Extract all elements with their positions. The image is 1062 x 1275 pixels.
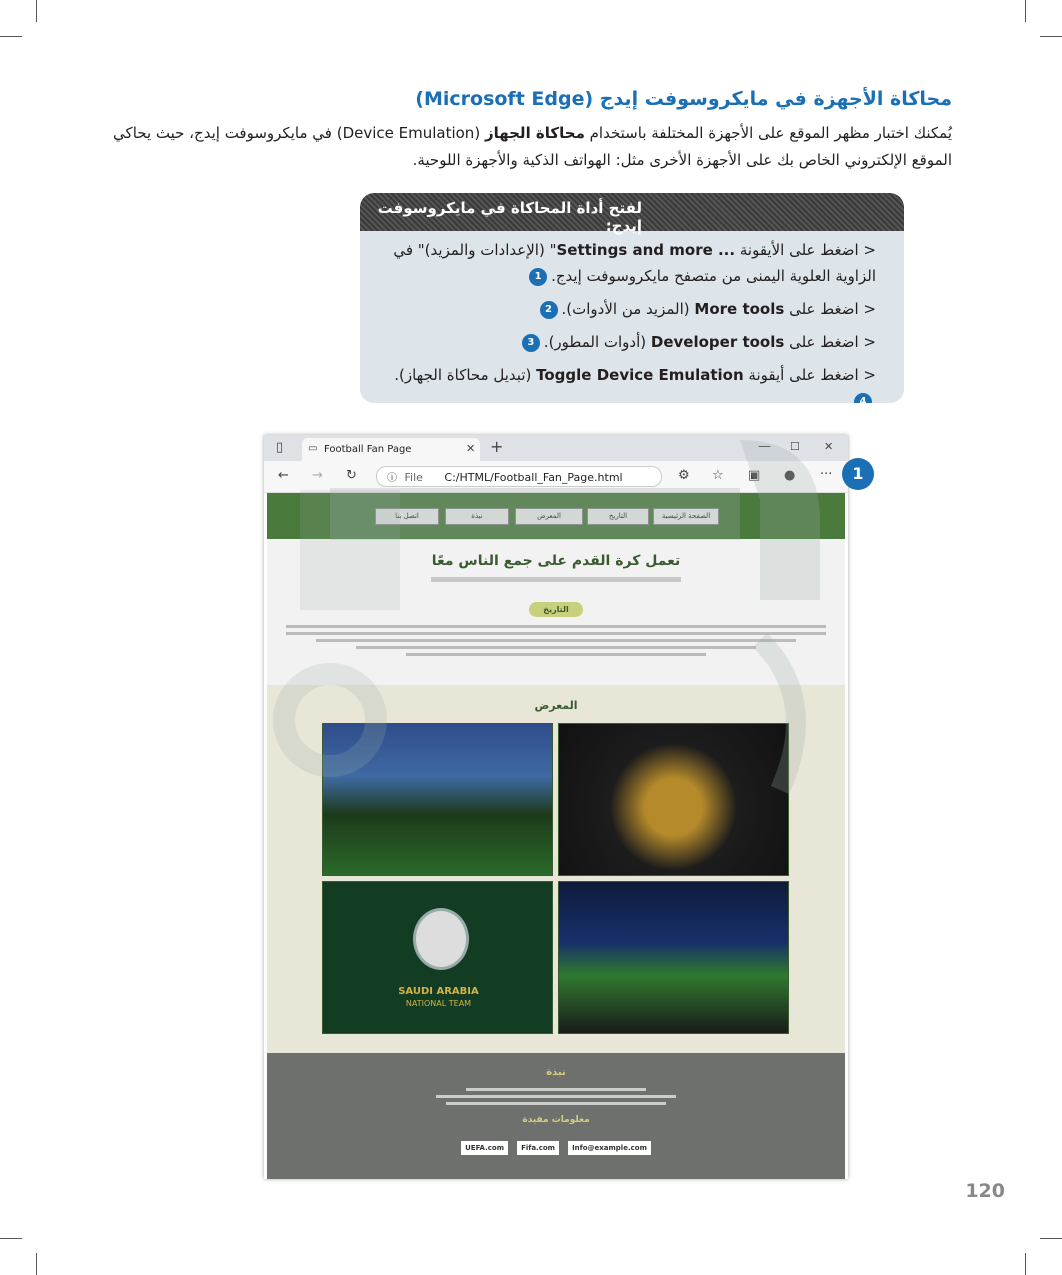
footer-links xyxy=(267,1135,845,1155)
footer-link-fifa[interactable]: Fifa.com xyxy=(517,1141,559,1155)
nav-home[interactable]: الصفحة الرئيسية xyxy=(653,508,719,525)
step-bold: ... Settings and more xyxy=(556,241,736,259)
footer-text-line xyxy=(466,1088,646,1091)
tab-bar xyxy=(264,435,848,461)
step-text: اضغط على xyxy=(784,333,859,351)
footer-link-email[interactable]: Info@example.com xyxy=(568,1141,651,1155)
page-icon: ▭ xyxy=(308,443,318,454)
close-tab-icon[interactable]: ✕ xyxy=(466,442,476,455)
step-number-badge: 2 xyxy=(540,301,558,319)
step-bold: More tools xyxy=(694,300,785,318)
history-text-line xyxy=(286,632,826,635)
step-text: (تبديل محاكاة الجهاز). xyxy=(394,366,537,384)
crop-mark xyxy=(36,1253,37,1275)
crop-mark xyxy=(0,36,22,37)
address-text: C:/HTML/Football_Fan_Page.html xyxy=(444,471,623,484)
history-text-line xyxy=(406,653,706,656)
stadium-photo xyxy=(558,881,789,1034)
callout-badge: 1 xyxy=(842,458,874,490)
refresh-icon[interactable]: ↻ xyxy=(346,468,357,483)
address-prefix: File xyxy=(404,471,423,484)
site-footer xyxy=(267,1053,845,1179)
trophy-photo xyxy=(558,723,789,876)
step-number-badge: 4 xyxy=(854,393,872,404)
step-text: اضغط على أيقونة xyxy=(743,366,859,384)
address-field[interactable] xyxy=(376,466,662,487)
history-text-line xyxy=(286,625,826,628)
step-bold: Toggle Device Emulation xyxy=(536,366,744,384)
crop-mark xyxy=(1025,1253,1026,1275)
step-list xyxy=(360,231,904,403)
close-window-icon[interactable]: ✕ xyxy=(824,440,834,453)
settings-and-more-icon[interactable]: ··· xyxy=(820,467,833,482)
step-bold: Developer tools xyxy=(650,333,785,351)
step-number-badge: 3 xyxy=(522,334,540,352)
nav-about[interactable]: نبذة xyxy=(445,508,509,525)
gallery-section xyxy=(267,685,845,1053)
intro-text: يُمكنك اختبار مظهر الموقع على الأجهزة المختلفة باستخدام xyxy=(584,124,952,142)
nav-history[interactable]: التاريخ xyxy=(587,508,649,525)
site-nav xyxy=(267,493,845,539)
crop-mark xyxy=(36,0,37,22)
step-item xyxy=(382,329,876,355)
step-text: اضغط على الأيقونة xyxy=(735,241,859,259)
team-photo xyxy=(322,723,553,876)
gallery-title: المعرض xyxy=(534,699,578,712)
crop-mark xyxy=(1040,36,1062,37)
hero-subtitle-line xyxy=(431,577,681,582)
hero-section xyxy=(267,539,845,685)
step-number-badge: 1 xyxy=(529,268,547,286)
step-item xyxy=(382,296,876,322)
favorites-icon[interactable]: ☆ xyxy=(712,468,724,483)
instruction-box-title: لفتح أداة المحاكاة في مايكروسوفت إيدج: xyxy=(360,193,904,231)
browser-window xyxy=(264,435,848,1179)
extensions-icon[interactable]: ⚙ xyxy=(678,468,690,483)
address-bar-row xyxy=(264,461,848,493)
maximize-icon[interactable]: ☐ xyxy=(790,440,800,453)
page-number: 120 xyxy=(965,1180,1005,1202)
step-item xyxy=(382,237,876,289)
intro-bold: محاكاة الجهاز xyxy=(484,124,585,142)
forward-icon[interactable]: → xyxy=(312,468,323,483)
crop-mark xyxy=(0,1238,22,1239)
step-item xyxy=(382,362,876,403)
logo-emblem xyxy=(413,908,469,970)
footer-text-line xyxy=(436,1095,676,1098)
footer-info-title: معلومات مفيدة xyxy=(522,1115,590,1125)
step-text: اضغط على xyxy=(784,300,859,318)
history-text-line xyxy=(356,646,756,649)
section-title: محاكاة الأجهزة في مايكروسوفت إيدج (Microsoft Edge) xyxy=(415,88,952,110)
new-tab-icon[interactable]: + xyxy=(490,437,504,456)
history-text-line xyxy=(316,639,796,642)
footer-link-uefa[interactable]: UEFA.com xyxy=(461,1141,508,1155)
nav-contact[interactable]: اتصل بنا xyxy=(375,508,439,525)
tab-actions-icon[interactable]: ▯ xyxy=(276,440,284,455)
intro-text: (Device Emulation) في مايكروسوفت إيدج، حيث يحاكي الموقع الإلكتروني الخاص بك على الأجهزة الأخرى مثل: الهواتف الذكية والأجهزة اللوحية. xyxy=(113,124,952,169)
back-icon[interactable]: ← xyxy=(278,468,289,483)
national-team-logo-photo xyxy=(322,881,553,1034)
logo-caption: SAUDI ARABIA xyxy=(398,986,479,997)
profile-icon[interactable]: ● xyxy=(784,468,796,483)
collections-icon[interactable]: ▣ xyxy=(748,468,761,483)
history-label: التاريخ xyxy=(529,602,583,617)
step-text: " (الإعدادات والمزيد)" في الزاوية العلوية اليمنى من متصفح مايكروسوفت إيدج. xyxy=(393,241,876,285)
nav-gallery[interactable]: المعرض xyxy=(515,508,583,525)
footer-text-line xyxy=(446,1102,666,1105)
logo-caption-sub: NATIONAL TEAM xyxy=(405,999,472,1008)
hero-title: تعمل كرة القدم على جمع الناس معًا xyxy=(431,553,681,569)
minimize-icon[interactable]: — xyxy=(758,439,771,454)
crop-mark xyxy=(1025,0,1026,22)
info-icon: ⓘ xyxy=(387,473,397,484)
instruction-box xyxy=(360,193,904,403)
tab-title: Football Fan Page xyxy=(324,444,412,455)
browser-tab[interactable] xyxy=(302,438,480,461)
intro-paragraph xyxy=(112,120,952,174)
footer-title: نبذة xyxy=(546,1067,566,1078)
crop-mark xyxy=(1040,1238,1062,1239)
step-text: (أدوات المطور). xyxy=(543,333,651,351)
step-text: (المزيد من الأدوات). xyxy=(561,300,695,318)
